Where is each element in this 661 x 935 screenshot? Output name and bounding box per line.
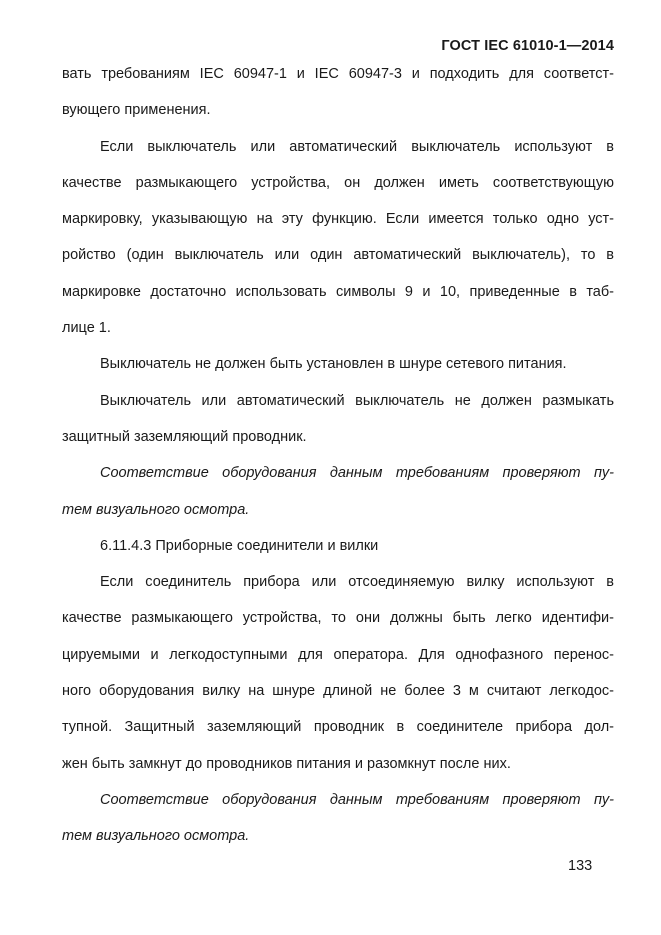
text-line: Если выключатель или автоматический выключатель используют в (100, 138, 614, 155)
text-line: маркировку, указывающую на эту функцию. Если имеется только одно уст- (62, 211, 614, 228)
text-line: маркировке достаточно использовать символы 9 и 10, приведенные в таб- (62, 283, 614, 300)
text-line: лице 1. (62, 320, 111, 337)
text-line: Соответствие оборудования данным требованиям проверяют пу- (100, 465, 614, 482)
page-number: 133 (568, 858, 593, 874)
text-line: Соответствие оборудования данным требованиям проверяют пу- (100, 791, 614, 808)
text-line: тупной. Защитный заземляющий проводник в соединителе прибора дол- (62, 719, 614, 736)
text-line: вующего применения. (62, 102, 211, 119)
text-line: тем визуального осмотра. (62, 501, 250, 518)
text-line: жен быть замкнут до проводников питания и разомкнут после них. (62, 755, 511, 772)
text-line: Выключатель не должен быть установлен в шнуре сетевого питания. (100, 356, 567, 373)
text-line: Если соединитель прибора или отсоединяемую вилку используют в (100, 574, 614, 591)
text-line: тем визуального осмотра. (62, 828, 250, 845)
text-line: качестве размыкающего устройства, он должен иметь соответствующую (62, 174, 614, 191)
text-line: Выключатель или автоматический выключатель не должен размыкать (100, 392, 614, 409)
text-line: цируемыми и легкодоступными для оператора. Для однофазного перенос- (62, 646, 614, 663)
text-line: вать требованиям IEC 60947-1 и IEC 60947-3 и подходить для соответст- (62, 66, 614, 82)
text-line: качестве размыкающего устройства, то они должны быть легко идентифи- (62, 610, 614, 627)
text-line: ного оборудования вилку на шнуре длиной не более 3 м считают легкодос- (62, 683, 614, 700)
text-line: ройство (один выключатель или один автоматический выключатель), то в (62, 247, 614, 264)
document-header: ГОСТ IEC 61010-1—2014 (441, 38, 614, 54)
text-line: защитный заземляющий проводник. (62, 428, 307, 445)
document-body (62, 60, 614, 859)
text-line: 6.11.4.3 Приборные соединители и вилки (100, 537, 379, 554)
